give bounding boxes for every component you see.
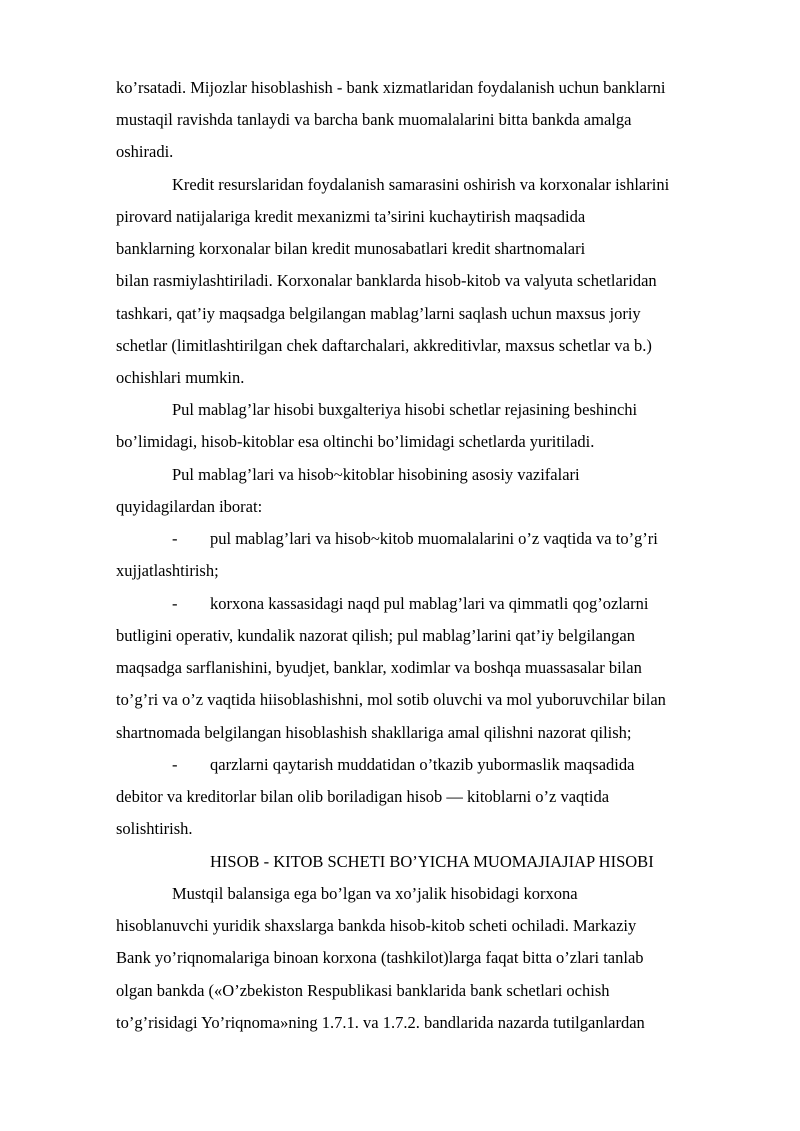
text-line: maqsadga sarflanishini, byudjet, banklar, xodimlar va boshqa muassasalar bilan <box>116 658 642 677</box>
text-line: oshiradi. <box>116 142 174 161</box>
text-line: quyidagilardan iborat: <box>116 497 263 516</box>
text-line: Bank yo’riqnomalariga binoan korxona (tashkilot)larga faqat bitta o’zlari tanlab <box>116 948 644 967</box>
text-line: bilan rasmiylashtiriladi. Korxonalar banklarda hisob-kitob va valyuta schetlaridan <box>116 271 657 290</box>
text-line: xujjatlashtirish; <box>116 561 219 580</box>
section-heading: HISOB - KITOB SCHETI BO’YICHA MUOMAJIAJIAP HISOBI <box>210 852 654 871</box>
text-line: to’g’ri va o’z vaqtida hiisoblashishni, mol sotib oluvchi va mol yuboruvchilar bilan <box>116 690 666 709</box>
text-line: olgan bankda («O’zbekiston Respublikasi banklarida bank schetlari ochish <box>116 981 610 1000</box>
text-line: pirovard natijalariga kredit mexanizmi ta’sirini kuchaytirish maqsadida <box>116 207 586 226</box>
list-dash: - <box>172 529 178 548</box>
text-line: tashkari, qat’iy maqsadga belgilangan mablag’larni saqlash uchun maxsus joriy <box>116 304 641 323</box>
text-line: mustaqil ravishda tanlaydi va barcha bank muomalalarini bitta bankda amalga <box>116 110 632 129</box>
text-line: debitor va kreditorlar bilan olib boriladigan hisob — kitoblarni o’z vaqtida <box>116 787 610 806</box>
text-line: schetlar (limitlashtirilgan chek daftarchalari, akkreditivlar, maxsus schetlar va b.) <box>116 336 652 355</box>
list-item-text: korxona kassasidagi naqd pul mablag’lari va qimmatli qog’ozlarni <box>210 594 649 613</box>
paragraph-start: Kredit resurslaridan foydalanish samarasini oshirish va korxonalar ishlarini <box>172 175 670 194</box>
text-line: solishtirish. <box>116 819 193 838</box>
text-line: shartnomada belgilangan hisoblashish shakllariga amal qilishni nazorat qilish; <box>116 723 632 742</box>
text-line: ochishlari mumkin. <box>116 368 245 387</box>
paragraph-start: Pul mablag’lari va hisob~kitoblar hisobining asosiy vazifalari <box>172 465 580 484</box>
list-dash: - <box>172 594 178 613</box>
text-line: banklarning korxonalar bilan kredit munosabatlari kredit shartnomalari <box>116 239 586 258</box>
list-item-text: qarzlarni qaytarish muddatidan o’tkazib yubormaslik maqsadida <box>210 755 635 774</box>
text-line: hisoblanuvchi yuridik shaxslarga bankda hisob-kitob scheti ochiladi. Markaziy <box>116 916 637 935</box>
list-dash: - <box>172 755 178 774</box>
text-line: bo’limidagi, hisob-kitoblar esa oltinchi bo’limidagi schetlarda yuritiladi. <box>116 432 595 451</box>
paragraph-start: Mustqil balansiga ega bo’lgan va xo’jalik hisobidagi korxona <box>172 884 578 903</box>
text-line: ko’rsatadi. Mijozlar hisoblashish - bank xizmatlaridan foydalanish uchun banklarni <box>116 78 666 97</box>
text-line: to’g’risidagi Yo’riqnoma»ning 1.7.1. va 1.7.2. bandlarida nazarda tutilganlardan <box>116 1013 645 1032</box>
list-item <box>172 529 658 549</box>
list-item-text: pul mablag’lari va hisob~kitob muomalalarini o’z vaqtida va to’g’ri <box>210 529 658 548</box>
paragraph-start: Pul mablag’lar hisobi buxgalteriya hisobi schetlar rejasining beshinchi <box>172 400 638 419</box>
text-line: butligini operativ, kundalik nazorat qilish; pul mablag’larini qat’iy belgilangan <box>116 626 636 645</box>
list-item <box>172 755 634 775</box>
list-item <box>172 594 649 614</box>
